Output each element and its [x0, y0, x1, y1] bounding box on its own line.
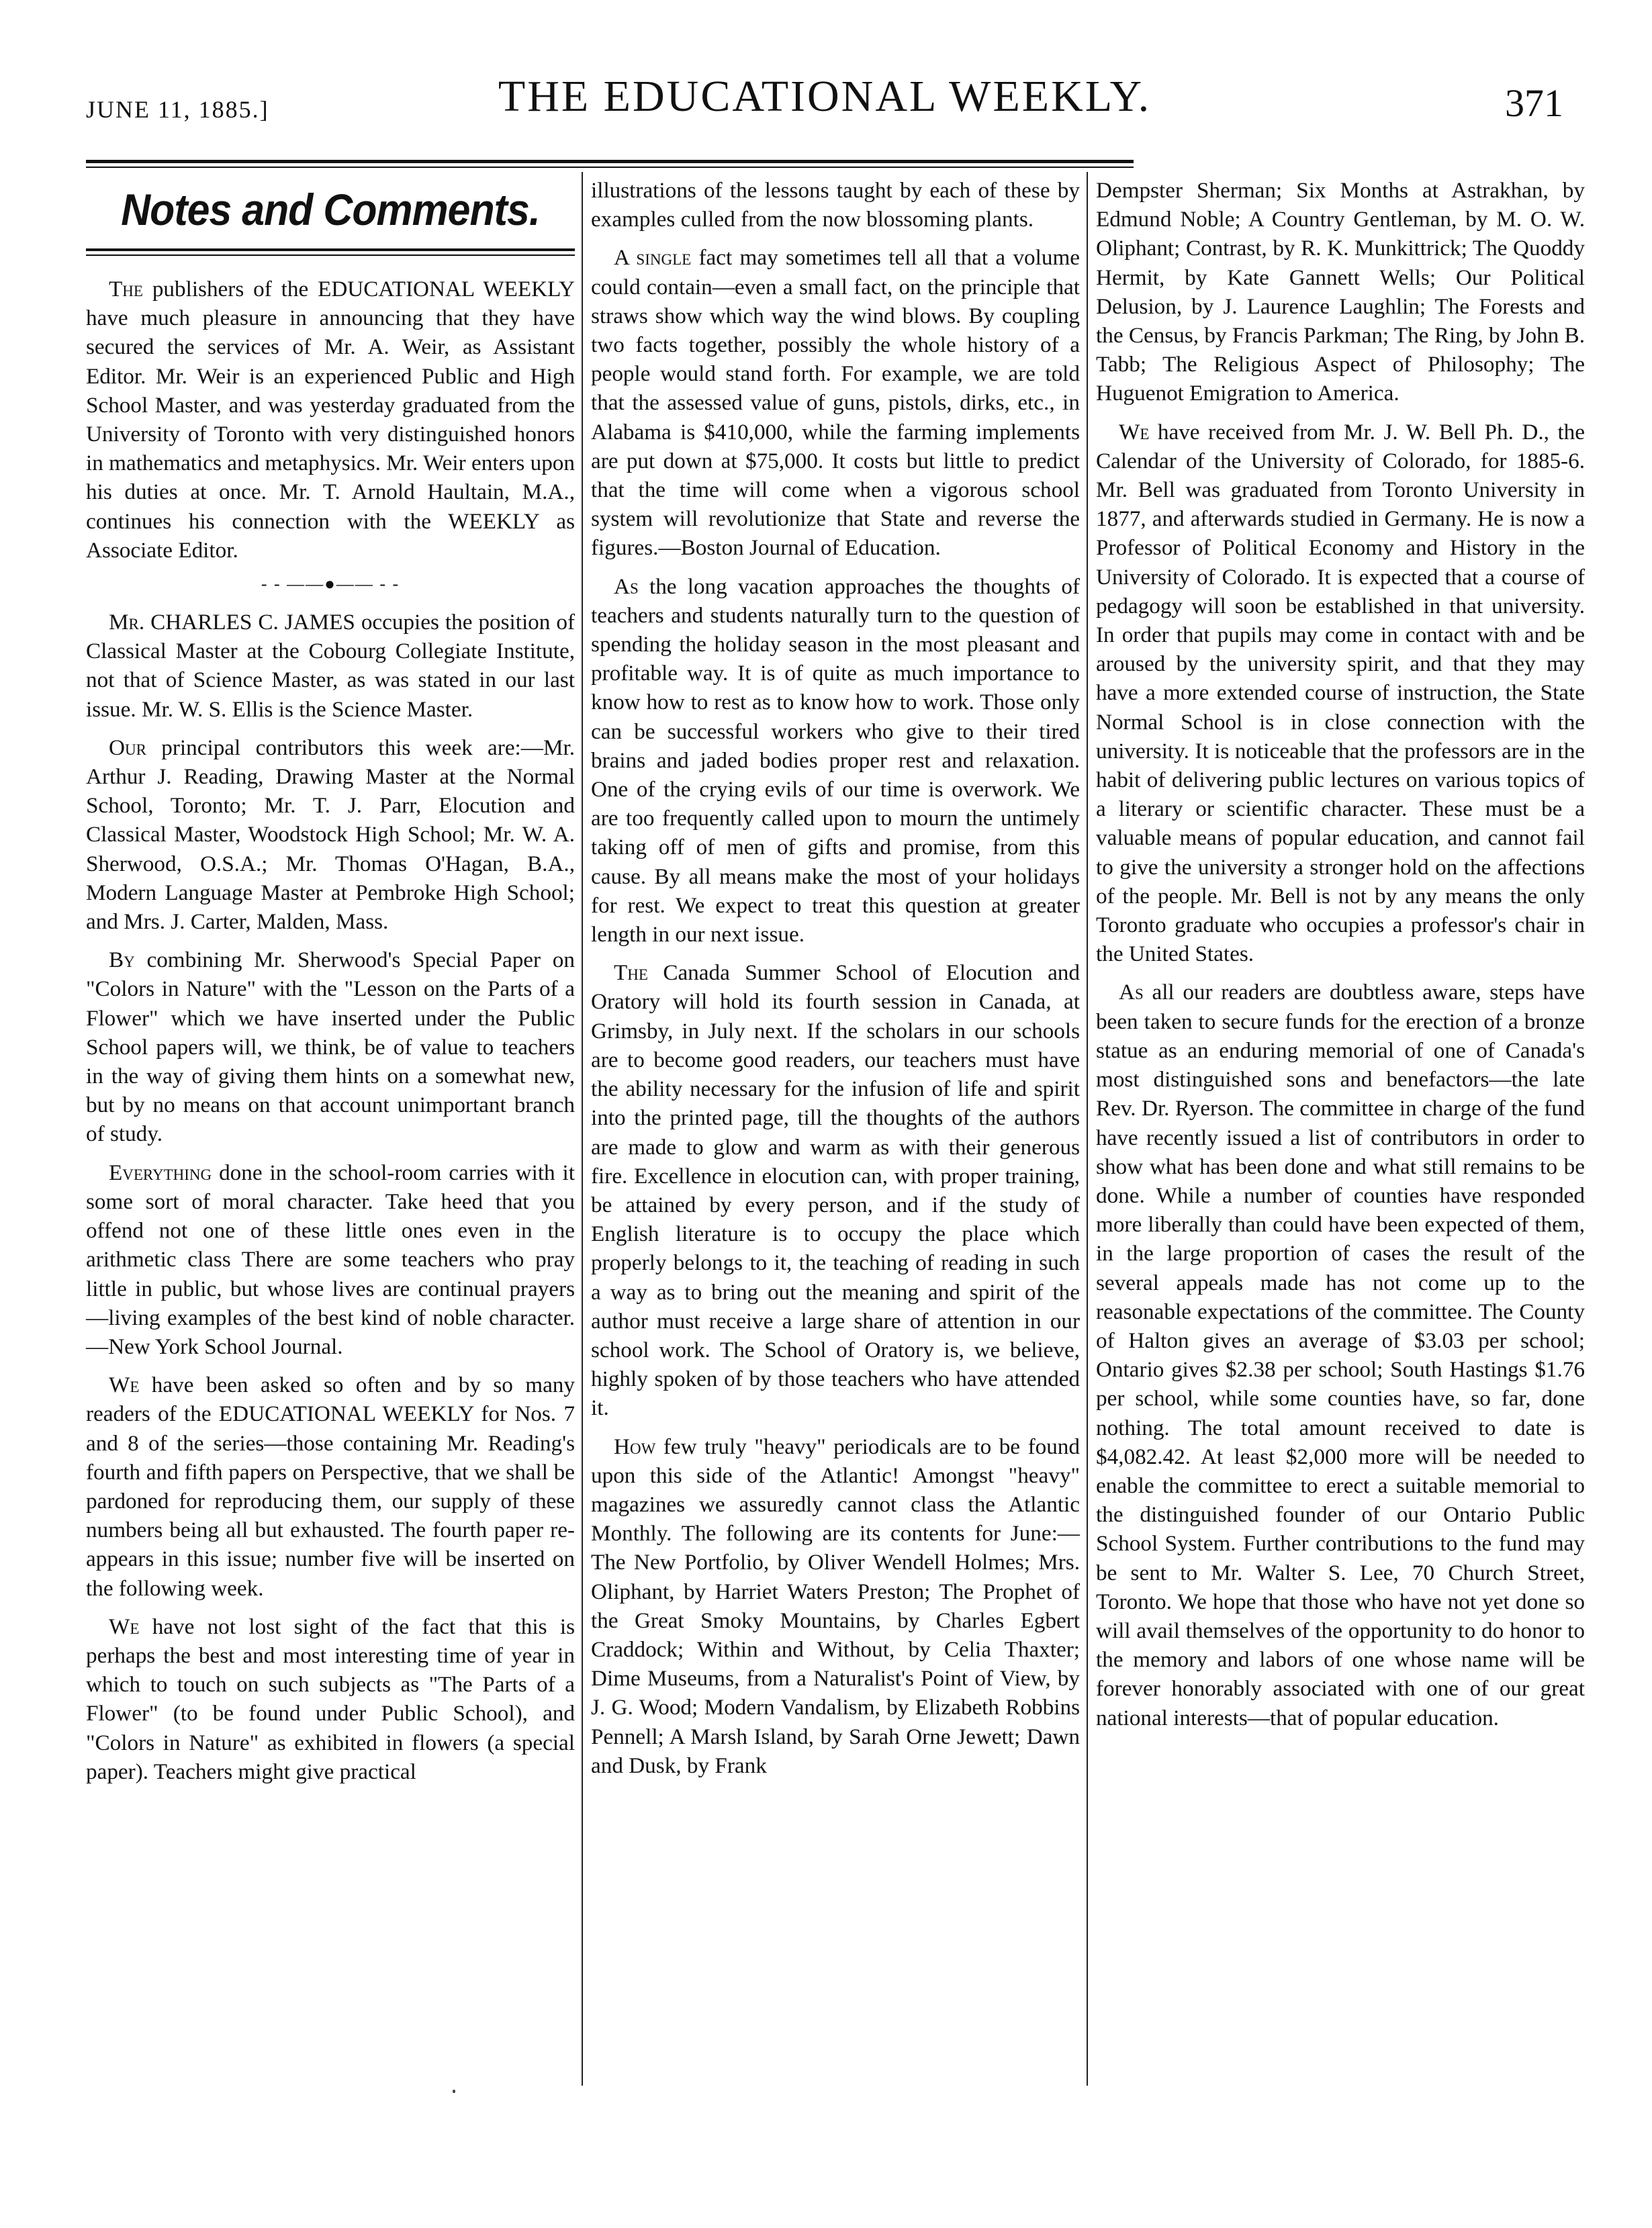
ornamental-divider: - - ——●—— - -	[261, 574, 400, 594]
header-rule-thick	[86, 160, 1134, 163]
paragraph	[591, 243, 1080, 562]
paragraph	[591, 572, 1080, 949]
section-title: Notes and Comments.	[121, 185, 540, 234]
paragraph-text: few truly "heavy" periodicals are to be found upon this side of the Atlantic! Amongst "heavy" magazines we assuredly cannot class the Atlantic Monthly. The following are its contents for June:—The New Portfolio, by Oliver Wendell Holmes; Mrs. Oliphant, by Harriet Waters Preston; The Prophet of the Great Smoky Mountains, by Charles Egbert Craddock; Within and Without, by Celia Thaxter; Dime Museums, from a Naturalist's Point of View, by J. G. Wood; Modern Vandalism, by Elizabeth Robbins Pennell; A Marsh Island, by Sarah Orne Jewett; Dawn and Dusk, by Frank	[591, 1434, 1080, 1778]
paragraph-text: all our readers are doubtless aware, steps have been taken to secure funds for the erection of a bronze statue as an enduring memorial of one of Canada's most distinguished sons and benefactors—the late Rev. Dr. Ryerson. The committee in charge of the fund have recently issued a list of contributors in order to show what has been done and what still remains to be done. While a number of counties have responded more liberally than could have been expected of them, in the large proportion of cases the result of the several appeals made has not come up to the reasonable expectations of the committee. The County of Halton gives an average of $3.03 per school; Ontario gives $2.38 per school; South Hastings $1.76 per school, while some counties have, so far, done nothing. The total amount received to date is $4,082.42. At least $2,000 more will be needed to enable the committee to erect a suitable memorial to the distinguished founder of our Ontario Public School System. Further contributions to the fund may be sent to Mr. Walter S. Lee, 70 Church Street, Toronto. We hope that those who have not yet done so will avail themselves of the opportunity to do honor to the memory and labors of one whose name will be forever honorably associated with one of our great national interests—that of popular education.	[1096, 980, 1585, 1730]
paragraph-text: have received from Mr. J. W. Bell Ph. D., the Calendar of the University of Colorado, for 1885-6. Mr. Bell was graduated from Toronto University in 1877, and afterwards studied in Germany. He is now a Professor of Political Economy and History in the University of Colorado. It is expected that a course of pedagogy will soon be established in that university. In order that pupils may come in contact with and be aroused by the university spirit, and that they may have a more extended course of instruction, the State Normal School is in close connection with the university. It is noticeable that the professors are in the habit of delivering public lectures on various topics of a literary or scientific character. These must be a valuable means of popular education, and cannot fail to give the university a stronger hold on the affections of the people. Mr. Bell is not by any means the only Toronto graduate who occupies a professor's chair in the United States.	[1096, 419, 1585, 967]
paragraph-text: have been asked so often and by so many readers of the EDUCATIONAL WEEKLY for Nos. 7 and 8 of the series—those containing Mr. Reading's fourth and fifth papers on Perspective, that we shall be pardoned for reproducing them, our supply of these numbers being all but exhausted. The fourth paper re-appears in this issue; number five will be inserted on the following week.	[86, 1373, 575, 1601]
column-right	[1096, 176, 1585, 1742]
paragraph-lead-word: How	[614, 1434, 656, 1459]
paragraph	[591, 958, 1080, 1422]
paragraph-lead-word: A single	[614, 245, 692, 271]
paragraph-text: CHARLES C. JAMES occupies the position of Classical Master at the Cobourg Collegiate Institute, not that of Science Master, as was stated in our last issue. Mr. W. S. Ellis is the Science Master.	[86, 610, 575, 722]
paragraph-lead-word: By	[109, 947, 135, 973]
paragraph-lead-word: Our	[109, 735, 146, 760]
paragraph-lead-word: The	[109, 277, 143, 301]
page-number: 371	[1505, 81, 1563, 125]
paragraph	[591, 1432, 1080, 1780]
publication-title: THE EDUCATIONAL WEEKLY.	[498, 72, 1152, 121]
paragraph-lead-word: Everything	[109, 1160, 212, 1185]
paragraph-text: fact may sometimes tell all that a volume could contain—even a small fact, on the principle that straws show which way the wind blows. By coupling two facts together, possibly the whole history of a people would stand forth. For example, we are told that the assessed value of guns, pistols, dirks, etc., in Alabama is $410,000, while the farming implements are put down at $75,000. It costs but little to predict that the time will come when a vigorous school system will revolutionize that State and reverse the figures.—Boston Journal of Education.	[591, 245, 1080, 561]
paragraph-text: principal contributors this week are:—Mr. Arthur J. Reading, Drawing Master at the Normal School, Toronto; Mr. T. J. Parr, Elocution and Classical Master, Woodstock High School; Mr. W. A. Sherwood, O.S.A.; Mr. Thomas O'Hagan, B.A., Modern Language Master at Pembroke High School; and Mrs. J. Carter, Malden, Mass.	[86, 735, 575, 935]
paragraph-text: Dempster Sherman; Six Months at Astrakhan, by Edmund Noble; A Country Gentleman, by M. O. W. Oliphant; Contrast, by R. K. Munkittrick; The Quoddy Hermit, by Kate Gannett Wells; Our Political Delusion, by J. Laurence Laughlin; The Forests and the Census, by Francis Parkman; The Ring, by John B. Tabb; The Religious Aspect of Philosophy; The Huguenot Emigration to America.	[1096, 178, 1585, 406]
paragraph-lead-word: Mr.	[109, 610, 145, 635]
paragraph	[1096, 176, 1585, 408]
column-divider-left	[582, 172, 583, 2086]
paragraph-text: illustrations of the lessons taught by each of these by examples culled from the now blossoming plants.	[591, 178, 1080, 232]
paragraph	[86, 733, 575, 936]
column-right-paragraphs	[1096, 176, 1585, 1732]
paragraph	[86, 608, 575, 724]
paragraph-text: done in the school-room carries with it some sort of moral character. Take heed that you offend not one of these little ones even in the arithmetic class There are some teachers who pray little in public, but whose lives are continual prayers—living examples of the best kind of noble character.—New York School Journal.	[86, 1160, 575, 1359]
paragraph-lead-word: We	[1119, 419, 1150, 445]
print-speck	[453, 2090, 455, 2093]
paragraph	[86, 275, 575, 565]
paragraph-lead-word: As	[1119, 980, 1144, 1005]
paragraph	[86, 1158, 575, 1361]
column-divider-right	[1087, 172, 1088, 2086]
paragraph-lead-word: As	[614, 573, 639, 599]
header-rule-thin	[86, 167, 1134, 168]
paragraph-text: combining Mr. Sherwood's Special Paper on "Colors in Nature" with the "Lesson on the Parts of a Flower" which we have inserted under the Public School papers will, we think, be of value to teachers in the way of giving them hints on a somewhat new, but by no means on that account unimportant branch of study.	[86, 947, 575, 1147]
paragraph-text: publishers of the EDUCATIONAL WEEKLY have much pleasure in announcing that they have secured the services of Mr. A. Weir, as Assistant Editor. Mr. Weir is an experienced Public and High School Master, and was yesterday graduated from the University of Toronto with very distinguished honors in mathematics and metaphysics. Mr. Weir enters upon his duties at once. Mr. T. Arnold Haultain, M.A., continues his connection with the WEEKLY as Associate Editor.	[86, 277, 575, 563]
paragraph	[591, 176, 1080, 234]
page-header	[86, 67, 1563, 148]
paragraph-lead-word: The	[614, 960, 648, 986]
title-double-rule	[86, 248, 575, 256]
paragraph	[1096, 978, 1585, 1732]
column-middle-paragraphs	[591, 176, 1080, 1780]
paragraph-lead-word: We	[109, 1373, 140, 1398]
paragraph-text: have not lost sight of the fact that this is perhaps the best and most interesting time of year in which to touch on such subjects as "The Parts of a Flower" (to be found under Public School), and "Colors in Nature" as exhibited in flowers (a special paper). Teachers might give practical	[86, 1614, 575, 1784]
paragraph	[86, 1612, 575, 1786]
column-left	[86, 180, 575, 1796]
column-middle	[591, 176, 1080, 1790]
paragraph	[86, 1371, 575, 1603]
paragraph-text: Canada Summer School of Elocution and Oratory will hold its fourth session in Canada, at Grimsby, in July next. If the scholars in our schools are to become good readers, our teachers must have the ability necessary for the infusion of life and spirit into the printed page, till the thoughts of the authors are made to glow and warm as with their generous fire. Excellence in elocution can, with proper training, be attained by every person, and if the study of English literature is to occupy the place which properly belongs to it, the teaching of reading in such a way as to bring out the meaning and spirit of the author must receive a large share of attention in our school work. The School of Oratory is, we believe, highly spoken of by those teachers who have attended it.	[591, 960, 1080, 1421]
header-date: JUNE 11, 1885.]	[86, 96, 269, 123]
paragraph	[1096, 418, 1585, 969]
column-left-paragraphs	[86, 275, 575, 1786]
paragraph-text: the long vacation approaches the thoughts of teachers and students naturally turn to the question of spending the holiday season in the most pleasant and profitable way. It is of quite as much importance to know how to rest as to know how to work. Those only can be successful workers who give to their tired brains and jaded bodies proper rest and relaxation. One of the crying evils of our time is overwork. We are too frequently called upon to mourn the untimely taking off of men of gifts and promise, from this cause. By all means make the most of your holidays for rest. We expect to treat this question at greater length in our next issue.	[591, 573, 1080, 947]
paragraph	[86, 945, 575, 1148]
paragraph-lead-word: We	[109, 1614, 140, 1639]
